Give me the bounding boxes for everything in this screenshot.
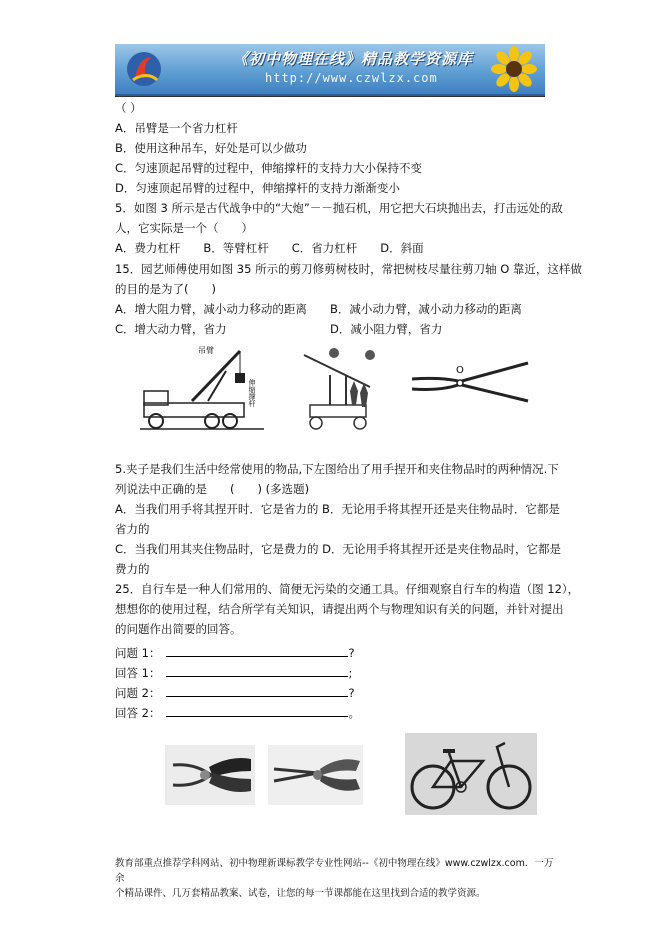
crane-label-arm: 吊臂 bbox=[198, 346, 214, 355]
clip-opened-photo bbox=[165, 745, 255, 805]
q3-option-c: C．增大动力臂，省力 bbox=[115, 322, 227, 336]
question-1-blank[interactable] bbox=[166, 645, 348, 657]
q3-stem-line1: 15．园艺师傅使用如图 35 所示的剪刀修剪树枝时，常把树枝尽量往剪刀轴 O 靠近，这样做 bbox=[115, 262, 582, 276]
question-1-label: 问题 1： bbox=[115, 646, 161, 660]
bicycle-photo bbox=[405, 733, 537, 815]
footer-line2: 个精品课件、几万套精品教案、试卷，让您的每一节课都能在这里找到合适的教学资源。 bbox=[115, 888, 486, 899]
question-1-end: ? bbox=[348, 646, 355, 660]
catapult-figure bbox=[290, 345, 390, 437]
q1-option-d: D．匀速顶起吊臂的过程中，伸缩撑杆的支持力渐渐变小 bbox=[115, 181, 400, 195]
answer-2-label: 回答 2： bbox=[115, 706, 161, 720]
answer-2-end: 。 bbox=[348, 706, 360, 720]
q3-option-a: A．增大阻力臂，减小动力移动的距离 bbox=[115, 302, 307, 316]
question-1-row bbox=[115, 645, 355, 661]
question-2-label: 问题 2： bbox=[115, 686, 161, 700]
q3-stem-line2: 的目的是为了( ) bbox=[115, 282, 216, 296]
banner-url[interactable]: http://www.czwlzx.com bbox=[265, 71, 438, 85]
header-banner bbox=[115, 44, 545, 96]
sunflower-icon bbox=[491, 46, 537, 92]
q4-stem-line2: 列说法中正确的是 ( ) (多选题) bbox=[115, 482, 310, 496]
answer-1-row bbox=[115, 665, 352, 681]
header-divider bbox=[115, 96, 545, 97]
question-2-end: ? bbox=[348, 686, 355, 700]
q3-option-d: D．减小阻力臂，省力 bbox=[330, 322, 443, 336]
q1-option-a: A．吊臂是一个省力杠杆 bbox=[115, 121, 238, 135]
q4-stem-line1: 5.夹子是我们生活中经常使用的物品,下左图给出了用手捏开和夹住物品时的两种情况.下 bbox=[115, 462, 559, 476]
q2-options: A．费力杠杆 B．等臂杠杆 C．省力杠杆 D．斜面 bbox=[115, 241, 424, 255]
q2-stem-line1: 5．如图 3 所示是古代战争中的“大炮”－－抛石机，用它把大石块抛出去，打击远处的敌 bbox=[115, 201, 563, 215]
crane-label-strut: 伸缩撑杆 bbox=[248, 379, 256, 407]
q1-option-b: B．使用这种吊车，好处是可以少做功 bbox=[115, 141, 307, 155]
answer-1-label: 回答 1： bbox=[115, 666, 161, 680]
q3-option-b: B．减小动力臂，减小动力移动的距离 bbox=[330, 302, 522, 316]
q5-stem-line3: 的问题作出简要的回答。 bbox=[115, 622, 242, 636]
crane-truck-figure bbox=[140, 343, 270, 435]
q4-option-ab: A．当我们用手将其捏开时．它是省力的 B．无论用手将其捏开还是夹住物品时．它都是 bbox=[115, 502, 560, 516]
answer-2-blank[interactable] bbox=[166, 705, 348, 717]
answer-1-blank[interactable] bbox=[166, 665, 348, 677]
q4-option-cd: C．当我们用其夹住物品时，它是费力的 D．无论用手将其捏开还是夹住物品时，它都是 bbox=[115, 542, 562, 556]
answer-1-end: ; bbox=[348, 666, 353, 680]
pruning-shears-figure bbox=[410, 355, 530, 410]
question-2-row bbox=[115, 685, 355, 701]
question-2-blank[interactable] bbox=[166, 685, 348, 697]
clip-holding-photo bbox=[268, 745, 363, 805]
shears-pivot-label: O bbox=[456, 365, 464, 376]
q4-option-ab-cont: 省力的 bbox=[115, 522, 150, 536]
footer-line1: 教育部重点推荐学科网站、初中物理新课标教学专业性网站--《初中物理在线》www.czwlzx.com．一万余 bbox=[115, 858, 554, 884]
q2-stem-line2: 人，它实际是一个（ ） bbox=[115, 221, 253, 235]
site-logo-icon bbox=[125, 50, 163, 88]
answer-2-row bbox=[115, 705, 360, 721]
q1-option-c: C．匀速顶起吊臂的过程中，伸缩撑杆的支持力大小保持不变 bbox=[115, 161, 423, 175]
q5-stem-line1: 25．自行车是一种人们常用的、简便无污染的交通工具。仔细观察自行车的构造（图 12）， bbox=[115, 582, 580, 596]
q1-bracket: （ ） bbox=[115, 101, 142, 115]
q5-stem-line2: 想想你的使用过程，结合所学有关知识，请提出两个与物理知识有关的问题，并针对提出 bbox=[115, 602, 564, 616]
q4-option-cd-cont: 费力的 bbox=[115, 562, 150, 576]
banner-title: 《初中物理在线》精品教学资源库 bbox=[233, 50, 474, 68]
page-footer bbox=[115, 856, 555, 901]
